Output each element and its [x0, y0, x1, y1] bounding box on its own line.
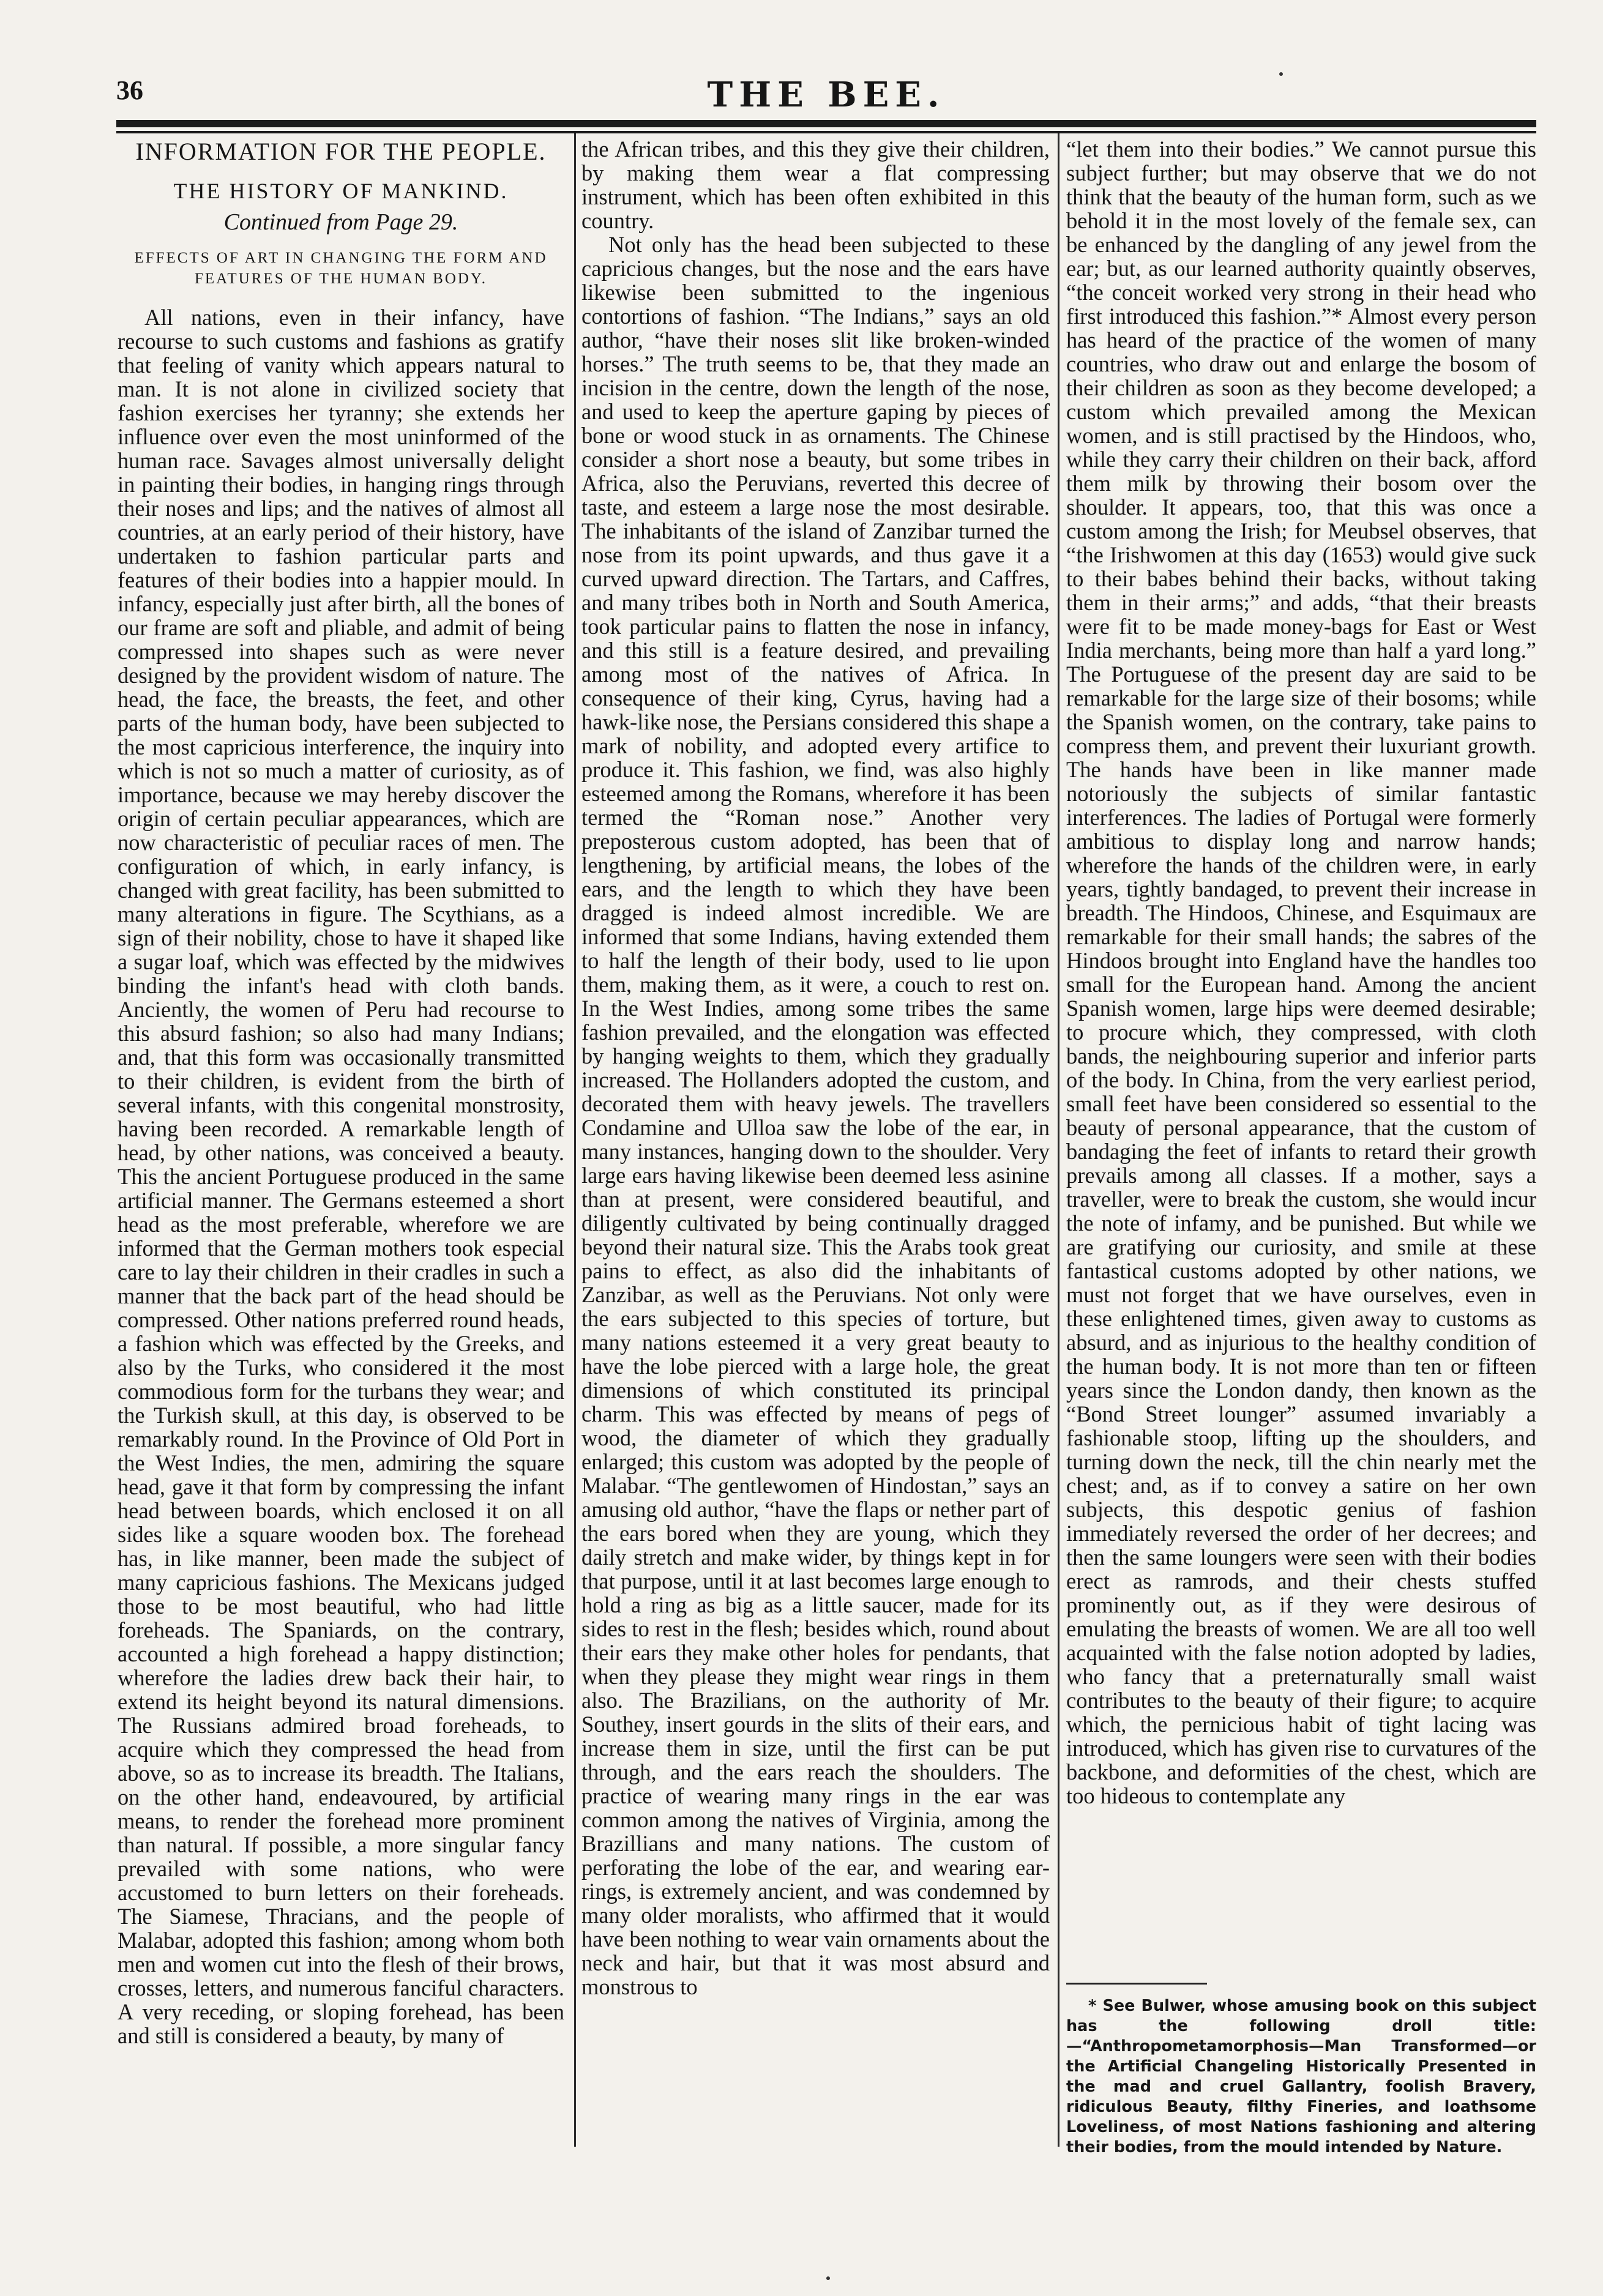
print-speck [1279, 72, 1283, 76]
page-number: 36 [116, 75, 143, 105]
paragraph: “let them into their bodies.” We cannot pursue this subject further; but may observe that we do not think that the beauty of the human form, such as we behold it in the most lovely of the female sex, can be enhanced by the dangling of any jewel from the ear; but, as our learned authority quaintly observes, “the conceit worked very strong in their head who first introduced this fashion.”* Almost every person has heard of the practice of the women of many countries, who draw out and enlarge the bosom of their children as soon as they become developed; a custom which prevailed among the Mexican women, and is still practised by the Hindoos, who, while they carry their children on their back, afford them milk by throwing their bosom over the shoulder. It appears, too, that this was once a custom among the Irish; for Meubsel observes, that “the Irishwomen at this day (1653) would give suck to their babes behind their backs, without taking them in their arms;” and adds, “that their breasts were fit to be made money-bags for East or West India merchants, being more than half a yard long.” The Portuguese of the present day are said to be remarkable for the large size of their bosoms; while the Spanish women, on the contrary, take pains to compress them, and prevent their luxuriant growth. The hands have been in like manner made notoriously the subjects of similar fantastic interferences. The ladies of Portugal were formerly ambitious to display long and narrow hands; wherefore the hands of the children were, in early years, tightly bandaged, to prevent their increase in breadth. The Hindoos, Chinese, and Esquimaux are remarkable for their small hands; the sabres of the Hindoos brought into England have the handles too small for the European hand. Among the ancient Spanish women, large hips were deemed desirable; to procure which, they compressed, with cloth bands, the neighbouring superior and inferior parts of the body. In China, from the very earliest period, small feet have been considered so essential to the beauty of personal appearance, that the custom of bandaging the feet of infants to retard their growth prevails among all classes. If a mother, says a traveller, were to break the custom, she would incur the note of infamy, and be punished. But while we are gratifying our curiosity, and smile at these fantastical customs adopted by other nations, we must not forget that we have ourselves, even in these enlightened times, given away to customs as absurd, and as injurious to the healthy condition of the human body. It is not more than ten or fifteen years since the London dandy, then known as the “Bond Street lounger” assumed invariably a fashionable stoop, lifting up the shoulders, and turning down the neck, till the chin nearly met the chest; and, as if to convey a satire on her own subjects, this despotic genius of fashion immediately reversed the order of her decrees; and then the same loungers were seen with their bodies erect as ramrods, and their chests stuffed prominently out, as if they were desirous of emulating the breasts of women. We are all too well acquainted with the false notion adopted by ladies, who fancy that a preternaturally small waist contributes to the beauty of their figure; to acquire which, the pernicious habit of tight lacing was introduced, which has given rise to curvatures of the backbone, and deformities of the chest, which are too hideous to contemplate any [1066, 137, 1536, 1808]
masthead-rule-thick [116, 120, 1536, 127]
column-divider [574, 133, 576, 2147]
column-2 [581, 137, 1050, 2156]
footnote [1066, 1996, 1536, 2158]
continued-note: Continued from Page 29. [223, 209, 458, 235]
footnote-rule [1066, 1983, 1207, 1985]
article-title: THE HISTORY OF MANKIND. [173, 179, 509, 203]
paragraph: All nations, even in their infancy, have recourse to such customs and fashions as gratify that feeling of vanity which appears natural to man. It is not alone in civilized society that fashion exercises her tyranny; she extends her influence over even the most uninformed of the human race. Savages almost universally delight in painting their bodies, in hanging rings through their noses and lips; and the natives of almost all countries, at an early period of their history, have undertaken to fashion particular parts and features of their bodies into a happier mould. In infancy, especially just after birth, all the bones of our frame are soft and pliable, and admit of being compressed into shapes such as were never designed by the provident wisdom of nature. The head, the face, the breasts, the feet, and other parts of the human body, have been subjected to the most capricious interference, the inquiry into which is not so much a matter of curiosity, as of importance, because we may hereby discover the origin of certain peculiar appearances, which are now characteristic of peculiar races of men. The configuration of which, in early infancy, is changed with great facility, has been submitted to many alterations in figure. The Scythians, as a sign of their nobility, chose to have it shaped like a sugar loaf, which was effected by the midwives binding the infant's head with cloth bands. Anciently, the women of Peru had recourse to this absurd fashion; so also had many Indians; and, that this form was occasionally transmitted to their children, is evident from the birth of several infants, with this congenital monstrosity, having been recorded. A remarkable length of head, by other nations, was conceived a beauty. This the ancient Portuguese produced in the same artificial manner. The Germans esteemed a short head as the most preferable, wherefore we are informed that the German mothers took especial care to lay their children in their cradles in such a manner that the back part of the head should be compressed. Other nations preferred round heads, a fashion which was effected by the Greeks, and also by the Turks, who considered it the most commodious form for the turbans they wear; and the Turkish skull, at this day, is observed to be remarkably round. In the Province of Old Port in the West Indies, the men, admiring the square head, gave it that form by compressing the infant head between boards, which enclosed it on all sides like a square wooden box. The forehead has, in like manner, been made the subject of many capricious fashions. The Mexicans judged those to be most beautiful, who had little foreheads. The Spaniards, on the contrary, accounted a high forehead a happy distinction; wherefore the ladies drew back their hair, to extend its height beyond its natural dimensions. The Russians admired broad foreheads, to acquire which they compressed the head from above, so as to increase its breadth. The Italians, on the other hand, endeavoured, by artificial means, to render the forehead more prominent than natural. If possible, a more singular fancy prevailed with some nations, who were accustomed to burn letters on their foreheads. The Siamese, Thracians, and the people of Malabar, adopted this fashion; among whom both men and women cut into the flesh of their brows, crosses, letters, and numerous fanciful characters. A very receding, or sloping forehead, has been and still is considered a beauty, by many of [118, 305, 564, 2048]
column-1 [118, 137, 564, 2156]
section-heading: INFORMATION FOR THE PEOPLE. [135, 138, 547, 165]
column-3 [1066, 137, 1536, 1973]
paragraph: Not only has the head been subjected to these capricious changes, but the nose and the ears have likewise been submitted to the ingenious contortions of fashion. “The Indians,” says an old author, “have their noses slit like broken-winded horses.” The truth seems to be, that they made an incision in the centre, down the length of the nose, and used to keep the aperture gaping by pieces of bone or wood stuck in as ornaments. The Chinese consider a short nose a beauty, but some tribes in Africa, also the Peruvians, reverted this decree of taste, and esteem a large nose the most desirable. The inhabitants of the island of Zanzibar turned the nose from its point upwards, and thus gave it a curved upward direction. The Tartars, and Caffres, and many tribes both in North and South America, took particular pains to flatten the nose in infancy, and this still is a feature desired, and prevailing among most of the natives of Africa. In consequence of their king, Cyrus, having had a hawk-like nose, the Persians considered this shape a mark of nobility, and adopted every artifice to produce it. This fashion, we find, was also highly esteemed among the Romans, wherefore it has been termed the “Roman nose.” Another very preposterous custom adopted, has been that of lengthening, by artificial means, the lobes of the ears, and the length to which they have been dragged is indeed almost incredible. We are informed that some Indians, having extended them to half the length of their body, used to lie upon them, making them, as it were, a couch to rest on. In the West Indies, among some tribes the same fashion prevailed, and the elongation was effected by hanging weights to them, which they gradually increased. The Hollanders adopted the custom, and decorated them with heavy jewels. The travellers Condamine and Ulloa saw the lobe of the ear, in many instances, hanging down to the shoulder. Very large ears having likewise been deemed less asinine than at present, were considered beautiful, and diligently cultivated by being continually dragged beyond their natural size. This the Arabs took great pains to effect, as also did the inhabitants of Zanzibar, as well as the Peruvians. Not only were the ears subjected to this species of torture, but many nations esteemed it a very great beauty to have the lobe pierced with a large hole, the great dimensions of which constituted its principal charm. This was effected by means of pegs of wood, the diameter of which they gradually enlarged; this custom was adopted by the people of Malabar. “The gentlewomen of Hindostan,” says an amusing old author, “have the flaps or nether part of the ears bored when they are young, which they daily stretch and make wider, by things kept in for that purpose, until it at last becomes large enough to hold a ring as big as a little saucer, made for its sides to rest in the flesh; besides which, round about their ears they make other holes for pendants, that when they please they might wear rings in them also. The Brazilians, on the authority of Mr. Southey, insert gourds in the slits of their ears, and increase them in size, until the first can be put through, and the ears reach the shoulders. The practice of wearing many rings in the ear was common among the natives of Virginia, among the Brazillians and many nations. The custom of perforating the lobe of the ear, and wearing ear-rings, is extremely ancient, and was condemned by many older moralists, who affirmed that it would have been nothing to wear vain ornaments about the neck and hair, but that it was most absurd and monstrous to [581, 232, 1050, 1999]
print-speck [826, 2276, 830, 2280]
paper-title: THE BEE. [707, 75, 946, 115]
article-subheading: EFFECTS OF ART IN CHANGING THE FORM AND FEATURES OF THE HUMAN BODY. [134, 250, 548, 287]
masthead-rule-thin [116, 131, 1536, 133]
paragraph: the African tribes, and this they give their children, by making them wear a flat compressing instrument, which has been often exhibited in this country. [581, 137, 1050, 233]
column-divider [1058, 133, 1059, 2147]
footnote-text: * See Bulwer, whose amusing book on this subject has the following droll title:—“Anthropometamorphosis—Man Transformed—or the Artificial Changeling Historically Presented in the mad and cruel Gallantry, foolish Bravery, ridiculous Beauty, filthy Fineries, and loathsome Loveliness, of most Nations fashioning and altering their bodies, from the mould intended by Nature. [1066, 1997, 1536, 2156]
